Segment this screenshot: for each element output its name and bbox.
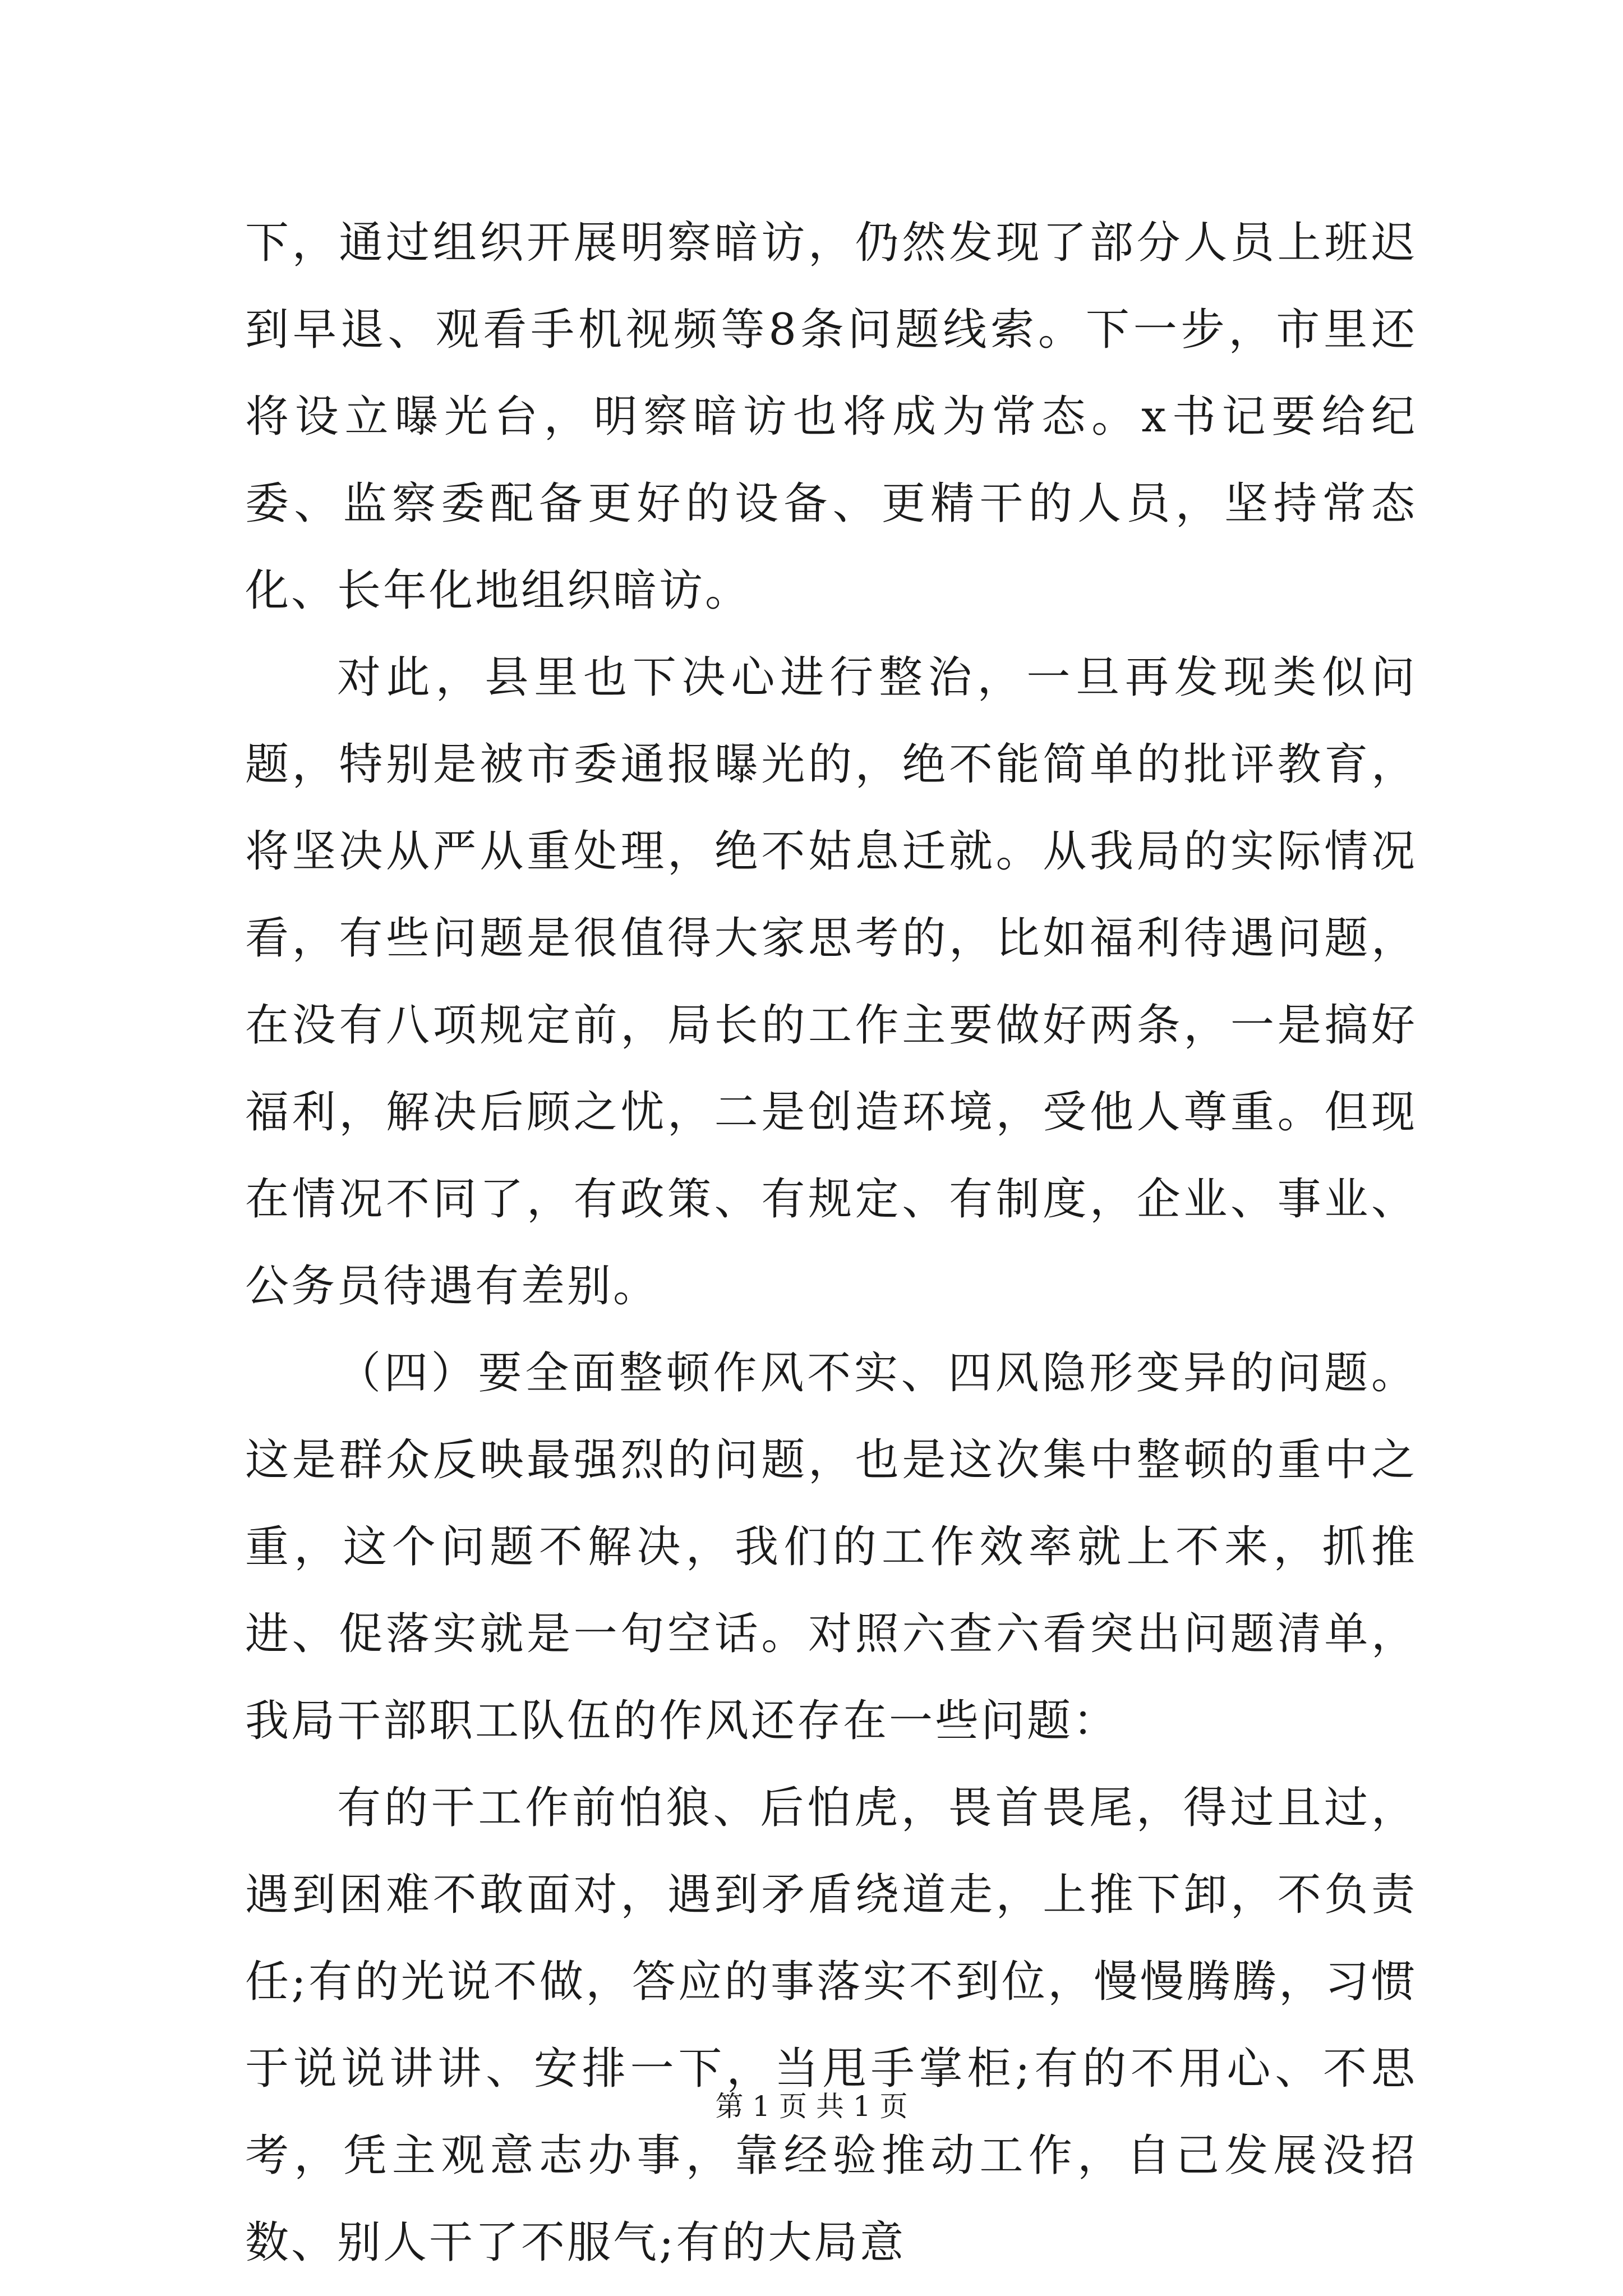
paragraph-continuation: 下，通过组织开展明察暗访，仍然发现了部分人员上班迟到早退、观看手机视频等8条问题线索。下一步，市里还将设立曝光台，明察暗访也将成为常态。x书记要给纪委、监察委配备更好的设备、更精干的人员，坚持常态化、长年化地组织暗访。: [245, 218, 1417, 616]
page-footer: [0, 2087, 1623, 2126]
paragraph-section-four: （四）要全面整顿作风不实、四风隐形变异的问题。这是群众反映最强烈的问题，也是这次集中整顿的重中之重，这个问题不解决，我们的工作效率就上不来，抓推进、促落实就是一句空话。对照六查六看突出问题清单，我局干部职工队伍的作风还存在一些问题：: [245, 1348, 1417, 1746]
paragraph-work-style-problems: 有的干工作前怕狼、后怕虎，畏首畏尾，得过且过，遇到困难不敢面对，遇到矛盾绕道走，上推下卸，不负责任;有的光说不做，答应的事落实不到位，慢慢腾腾，习惯于说说讲讲、安排一下，当甩手掌柜;有的不用心、不思考，凭主观意志办事，靠经验推动工作，自己发展没招数、别人干了不服气;有的大局意: [245, 1783, 1417, 2268]
page-number-label: 第 1 页 共 1 页: [715, 2090, 908, 2123]
paragraph-county-rectification: 对此，县里也下决心进行整治，一旦再发现类似问题，特别是被市委通报曝光的，绝不能简单的批评教育，将坚决从严从重处理，绝不姑息迁就。从我局的实际情况看，有些问题是很值得大家思考的，比如福利待遇问题，在没有八项规定前，局长的工作主要做好两条，一是搞好福利，解决后顾之忧，二是创造环境，受他人尊重。但现在情况不同了，有政策、有规定、有制度，企业、事业、公务员待遇有差别。: [245, 652, 1417, 1312]
document-body: [245, 200, 1417, 2286]
